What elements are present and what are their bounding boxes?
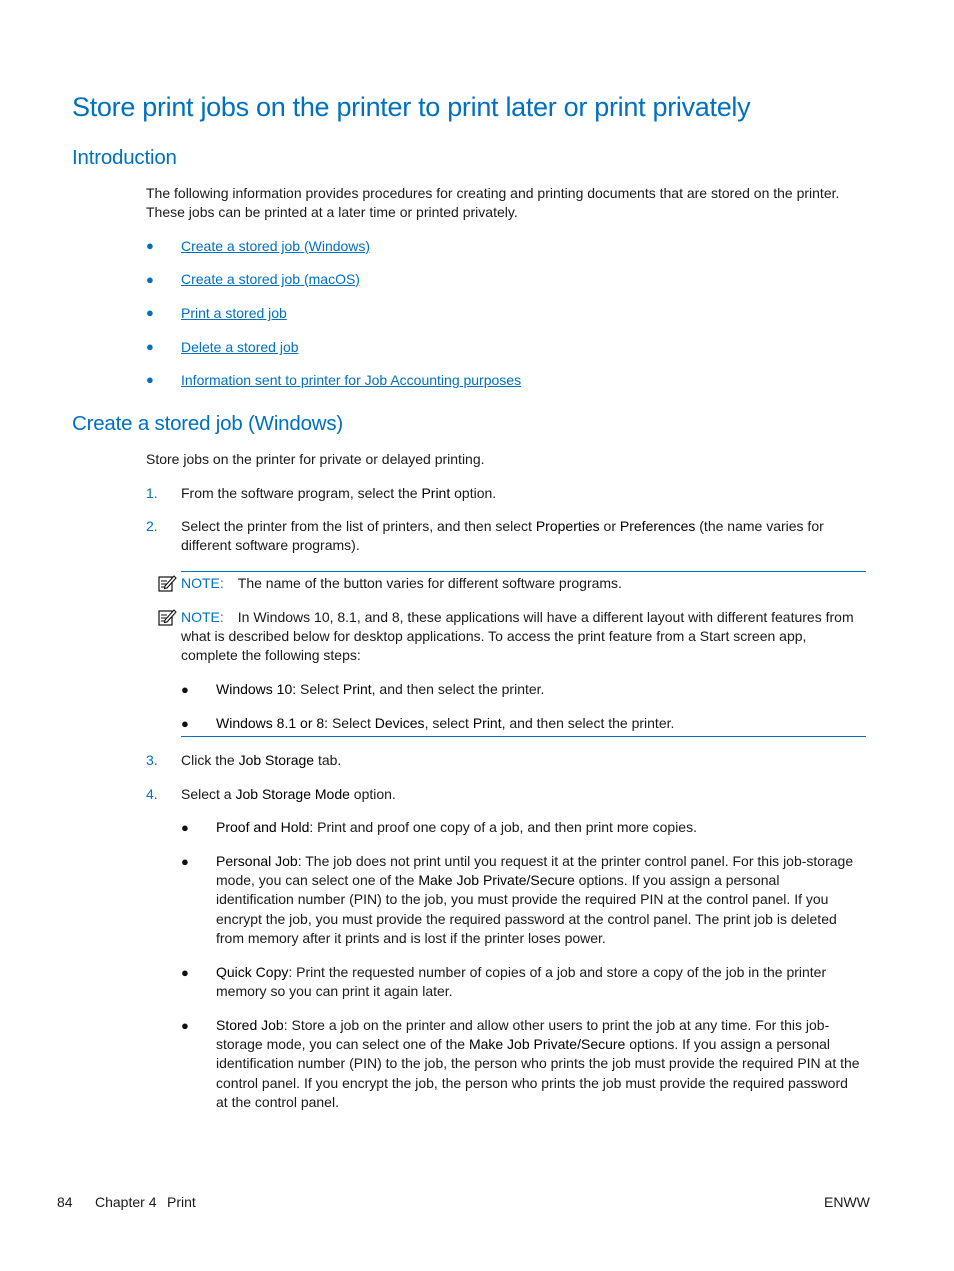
bullet-dot: ● <box>181 1018 189 1033</box>
bullet-dot: ● <box>146 238 154 253</box>
page-title: Store print jobs on the printer to print later or print privately <box>72 92 751 122</box>
bullet-dot: ● <box>181 854 189 869</box>
windows-lead: Store jobs on the printer for private or delayed printing. <box>146 451 485 467</box>
intro-heading: Introduction <box>72 146 177 169</box>
bullet-dot: ● <box>146 339 154 354</box>
ui-job-storage-mode: Job Storage Mode <box>235 786 350 802</box>
note-pencil-icon <box>157 573 177 593</box>
ui-preferences: Preferences <box>619 518 696 534</box>
bullet-dot: ● <box>146 372 154 387</box>
step-number: 4. <box>146 786 158 802</box>
footer-code: ENWW <box>824 1194 870 1210</box>
mode-stored-job: Stored Job: Store a job on the printer and allow other users to print the job at any time. For this job-storage mode, you can select one of the Make Job Private/Secure options. If you assign a personal identification number (PIN) to the job, the person who prints the job must provide the required PIN at the control panel. If you encrypt the job, the person who prints the job must provide the required password at the control panel. <box>216 1017 860 1110</box>
note-bottom-rule <box>181 736 866 737</box>
bullet-dot: ● <box>146 272 154 287</box>
step-3: Click the Job Storage tab. <box>181 752 342 768</box>
note-2-item-windows-8: Windows 8.1 or 8: Select Devices, select Print, and then select the printer. <box>216 715 675 731</box>
bullet-dot: ● <box>146 305 154 320</box>
footer-chapter: Chapter 4 <box>95 1194 157 1210</box>
note-pencil-icon <box>157 607 177 627</box>
step-4: Select a Job Storage Mode option. <box>181 786 396 802</box>
note-1: NOTE: The name of the button varies for different software programs. <box>181 575 622 591</box>
link-print-stored-job[interactable]: Print a stored job <box>181 305 287 321</box>
link-job-accounting-info[interactable]: Information sent to printer for Job Accounting purposes <box>181 372 522 388</box>
note-2: NOTE: In Windows 10, 8.1, and 8, these applications will have a different layout with different features from what is described below for desktop applications. To access the print feature from a Start screen app, complete the following steps: <box>181 609 854 664</box>
step-number: 1. <box>146 485 158 501</box>
bullet-dot: ● <box>181 965 189 980</box>
ui-properties: Properties <box>535 518 600 534</box>
step-number: 2. <box>146 518 158 534</box>
bullet-dot: ● <box>181 820 189 835</box>
footer-section: Print <box>167 1194 196 1210</box>
ui-print: Print <box>421 485 451 501</box>
note-top-rule <box>181 571 866 572</box>
bullet-dot: ● <box>181 716 189 731</box>
step-2: Select the printer from the list of printers, and then select Properties or Preferences (the name varies for different software programs). <box>181 518 824 554</box>
link-create-stored-job-windows[interactable]: Create a stored job (Windows) <box>181 238 371 254</box>
intro-paragraph: The following information provides procedures for creating and printing documents that are stored on the printer. These jobs can be printed at a later time or printed privately. <box>146 185 840 221</box>
mode-quick-copy: Quick Copy: Print the requested number of copies of a job and store a copy of the job in the printer memory so you can print it again later. <box>216 964 827 1000</box>
step-number: 3. <box>146 752 158 768</box>
mode-personal-job: Personal Job: The job does not print until you request it at the printer control panel. For this job-storage mode, you can select one of the Make Job Private/Secure options. If you assign a personal identification number (PIN) to the job, you must provide the required PIN at the control panel. If you encrypt the job, you must provide the required password at the control panel. The print job is deleted from memory after it prints and is lost if the printer loses power. <box>216 853 854 946</box>
windows-heading: Create a stored job (Windows) <box>72 412 344 435</box>
link-delete-stored-job[interactable]: Delete a stored job <box>181 339 299 355</box>
note-label: NOTE: <box>181 609 224 625</box>
ui-job-storage: Job Storage <box>238 752 315 768</box>
mode-proof-and-hold: Proof and Hold: Print and proof one copy of a job, and then print more copies. <box>216 819 697 835</box>
link-create-stored-job-macos[interactable]: Create a stored job (macOS) <box>181 271 360 287</box>
bullet-dot: ● <box>181 682 189 697</box>
footer-page-number: 84 <box>57 1194 73 1210</box>
note-label: NOTE: <box>181 575 224 591</box>
step-1: From the software program, select the Print option. <box>181 485 497 501</box>
note-2-item-windows-10: Windows 10: Select Print, and then select the printer. <box>216 681 545 697</box>
